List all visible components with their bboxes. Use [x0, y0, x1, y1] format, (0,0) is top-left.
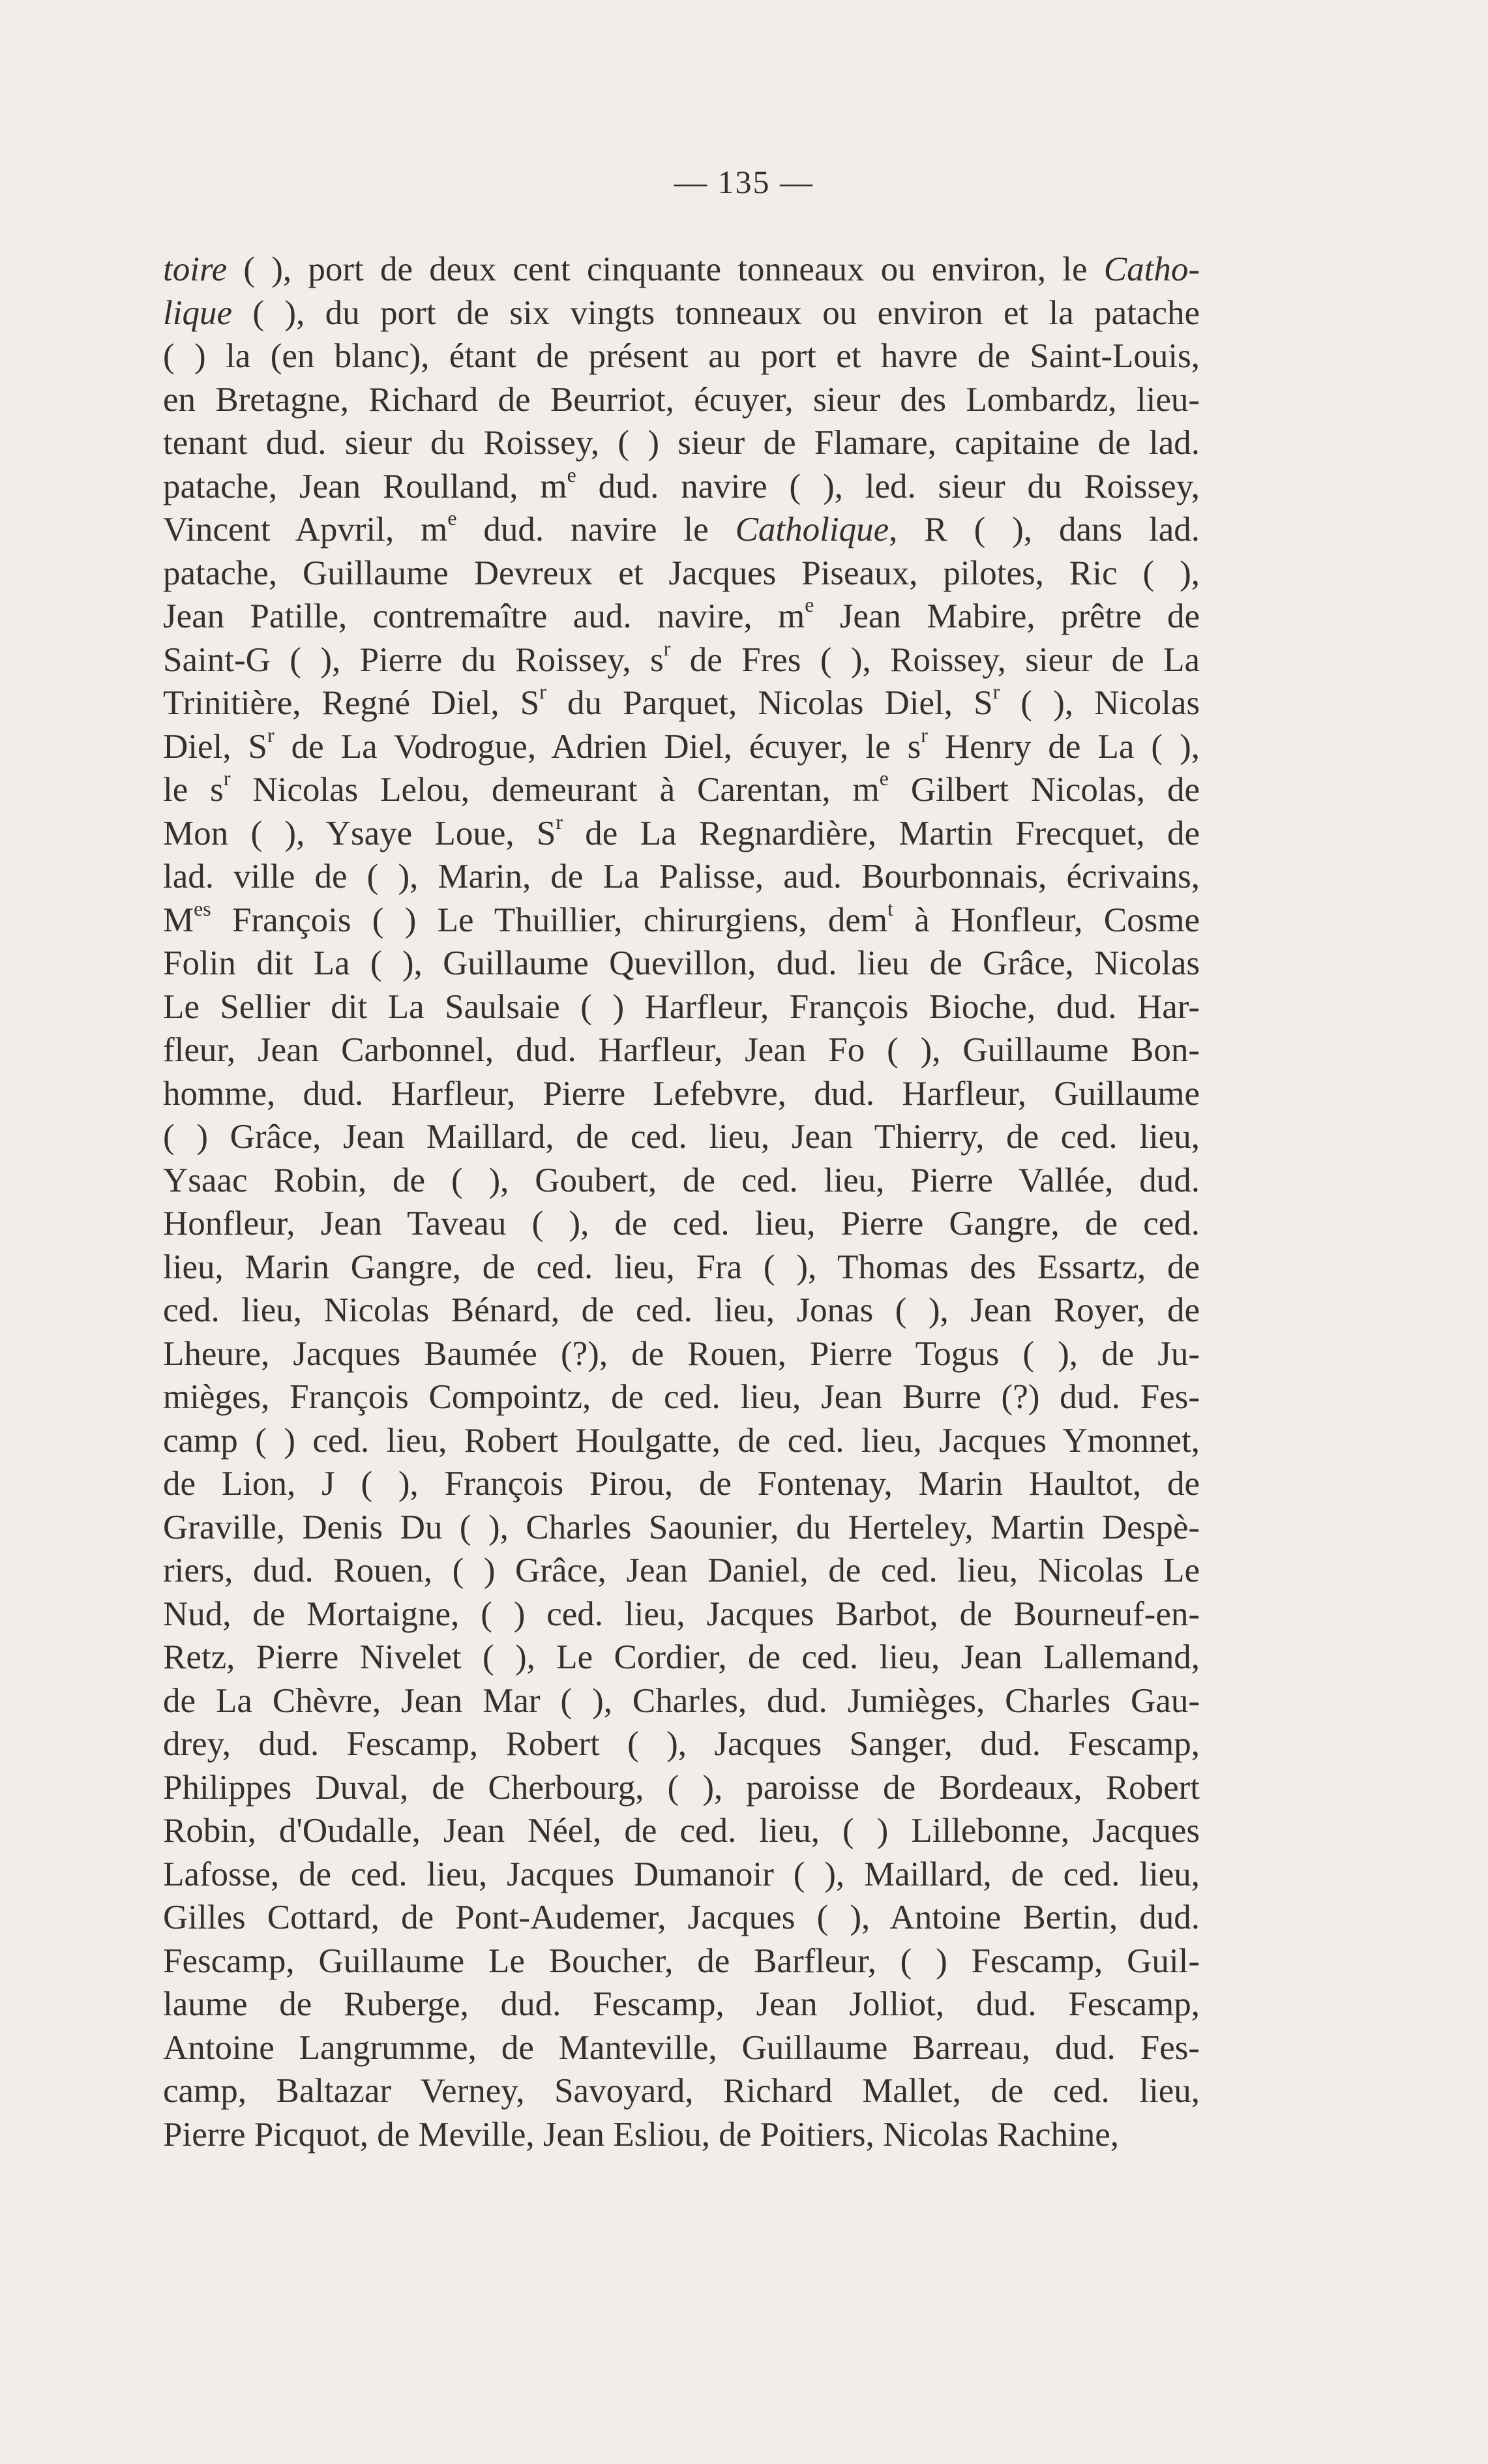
text-line: Graville, Denis Du ( ), Charles Saounier, du Herteley, Martin Despè- — [163, 1508, 1200, 1546]
text-line: Antoine Langrumme, de Manteville, Guillaume Barreau, dud. Fes- — [163, 2028, 1200, 2067]
text-line: fleur, Jean Carbonnel, dud. Harfleur, Jean Fo ( ), Guillaume Bon- — [163, 1031, 1200, 1069]
text-line: lad. ville de ( ), Marin, de La Palisse, aud. Bourbonnais, écrivains, — [163, 858, 1200, 895]
text-line: camp ( ) ced. lieu, Robert Houlgatte, de ced. lieu, Jacques Ymonnet, — [163, 1421, 1200, 1460]
text-line: lieu, Marin Gangre, de ced. lieu, Fra ( ), Thomas des Essartz, de — [163, 1248, 1200, 1286]
text-line: lique ( ), du port de six vingts tonneaux ou environ et la patache — [163, 293, 1200, 332]
text-line: en Bretagne, Richard de Beurriot, écuyer, sieur des Lombardz, lieu- — [163, 380, 1200, 419]
text-line: Ysaac Robin, de ( ), Goubert, de ced. lieu, Pierre Vallée, dud. — [163, 1161, 1200, 1199]
text-line: Honfleur, Jean Taveau ( ), de ced. lieu, Pierre Gangre, de ced. — [163, 1205, 1200, 1242]
text-line: Lafosse, de ced. lieu, Jacques Dumanoir ( ), Maillard, de ced. lieu, — [163, 1855, 1200, 1893]
text-line: Folin dit La ( ), Guillaume Quevillon, dud. lieu de Grâce, Nicolas — [163, 944, 1200, 982]
text-line: camp, Baltazar Verney, Savoyard, Richard Mallet, de ced. lieu, — [163, 2072, 1200, 2110]
text-line: patache, Jean Roulland, $m^e$ dud. navire ( ), led. sieur du Roissey, — [163, 463, 1200, 505]
text-line: Nud, de Mortaigne, ( ) ced. lieu, Jacques Barbot, de Bourneuf-en- — [163, 1595, 1200, 1633]
text-line: mièges, François Compointz, de ced. lieu, Jean Burre (?) dud. Fes- — [163, 1378, 1200, 1416]
text-line: Le Sellier dit La Saulsaie ( ) Harfleur, François Bioche, dud. Har- — [163, 987, 1200, 1026]
text-line: ( ) la (en blanc), étant de présent au port et havre de Saint-Louis, — [163, 337, 1200, 375]
text-line: Gilles Cottard, de Pont-Audemer, Jacques ( ), Antoine Bertin, dud. — [163, 1899, 1200, 1936]
text-line: Saint-G ( ), Pierre du Roissey, $s^r$ de Fres ( ), Roissey, sieur de La — [163, 637, 1200, 679]
text-line: de Lion, J ( ), François Pirou, de Fontenay, Marin Haultot, de — [163, 1465, 1200, 1503]
text-line: homme, dud. Harfleur, Pierre Lefebvre, dud. Harfleur, Guillaume — [163, 1074, 1200, 1113]
text-line: Diel, $S^r$ de La Vodrogue, Adrien Diel, écuyer, le $s^r$ Henry de La ( ), — [163, 723, 1200, 766]
text-line: Trinitière, Regné Diel, $S^r$ du Parquet, Nicolas Diel, $S^r$ ( ), Nicolas — [163, 680, 1200, 722]
text-line: Retz, Pierre Nivelet ( ), Le Cordier, de ced. lieu, Jean Lallemand, — [163, 1638, 1200, 1676]
text-line: Jean Patille, contremaître aud. navire, $m^e$ Jean Mabire, prêtre de — [163, 593, 1200, 635]
text-line: ced. lieu, Nicolas Bénard, de ced. lieu, Jonas ( ), Jean Royer, de — [163, 1291, 1200, 1329]
text-line: Philippes Duval, de Cherbourg, ( ), paroisse de Bordeaux, Robert — [163, 1768, 1200, 1807]
text-line: Robin, d'Oudalle, Jean Néel, de ced. lieu, ( ) Lillebonne, Jacques — [163, 1812, 1200, 1850]
text-line: laume de Ruberge, dud. Fescamp, Jean Jolliot, dud. Fescamp, — [163, 1985, 1200, 2023]
text-line: le $s^r$ Nicolas Lelou, demeurant à Carentan, $m^e$ Gilbert Nicolas, de — [163, 767, 1200, 809]
text-line: Vincent Apvril, $m^e$ dud. navire le Catholique, R ( ), dans lad. — [163, 507, 1200, 548]
text-line: ( ) Grâce, Jean Maillard, de ced. lieu, Jean Thierry, de ced. lieu, — [163, 1118, 1200, 1156]
text-line: $M^{es}$ François ( ) Le Thuillier, chirurgiens, dem$^t$ à Honfleur, Cosme — [163, 897, 1200, 939]
text-line: patache, Guillaume Devreux et Jacques Piseaux, pilotes, Ric ( ), — [163, 554, 1200, 592]
text-line: riers, dud. Rouen, ( ) Grâce, Jean Daniel, de ced. lieu, Nicolas Le — [163, 1552, 1200, 1589]
text-line: Mon ( ), Ysaye Loue, $S^r$ de La Regnardière, Martin Frecquet, de — [163, 810, 1200, 852]
text-line: toire ( ), port de deux cent cinquante tonneaux ou environ, le Catho- — [163, 250, 1200, 288]
text-line: Pierre Picquot, de Meville, Jean Esliou, de Poitiers, Nicolas Rachine, — [163, 2115, 1120, 2154]
page-number: — 135 — — [674, 164, 814, 200]
text-line: tenant dud. sieur du Roissey, ( ) sieur de Flamare, capitaine de lad. — [163, 424, 1200, 462]
text-line: de La Chèvre, Jean Mar ( ), Charles, dud. Jumièges, Charles Gau- — [163, 1681, 1200, 1720]
text-line: drey, dud. Fescamp, Robert ( ), Jacques Sanger, dud. Fescamp, — [163, 1725, 1200, 1763]
text-line: Lheure, Jacques Baumée (?), de Rouen, Pierre Togus ( ), de Ju- — [163, 1334, 1200, 1373]
body-text — [163, 248, 1200, 2156]
text-line: Fescamp, Guillaume Le Boucher, de Barfleur, ( ) Fescamp, Guil- — [163, 1942, 1200, 1980]
